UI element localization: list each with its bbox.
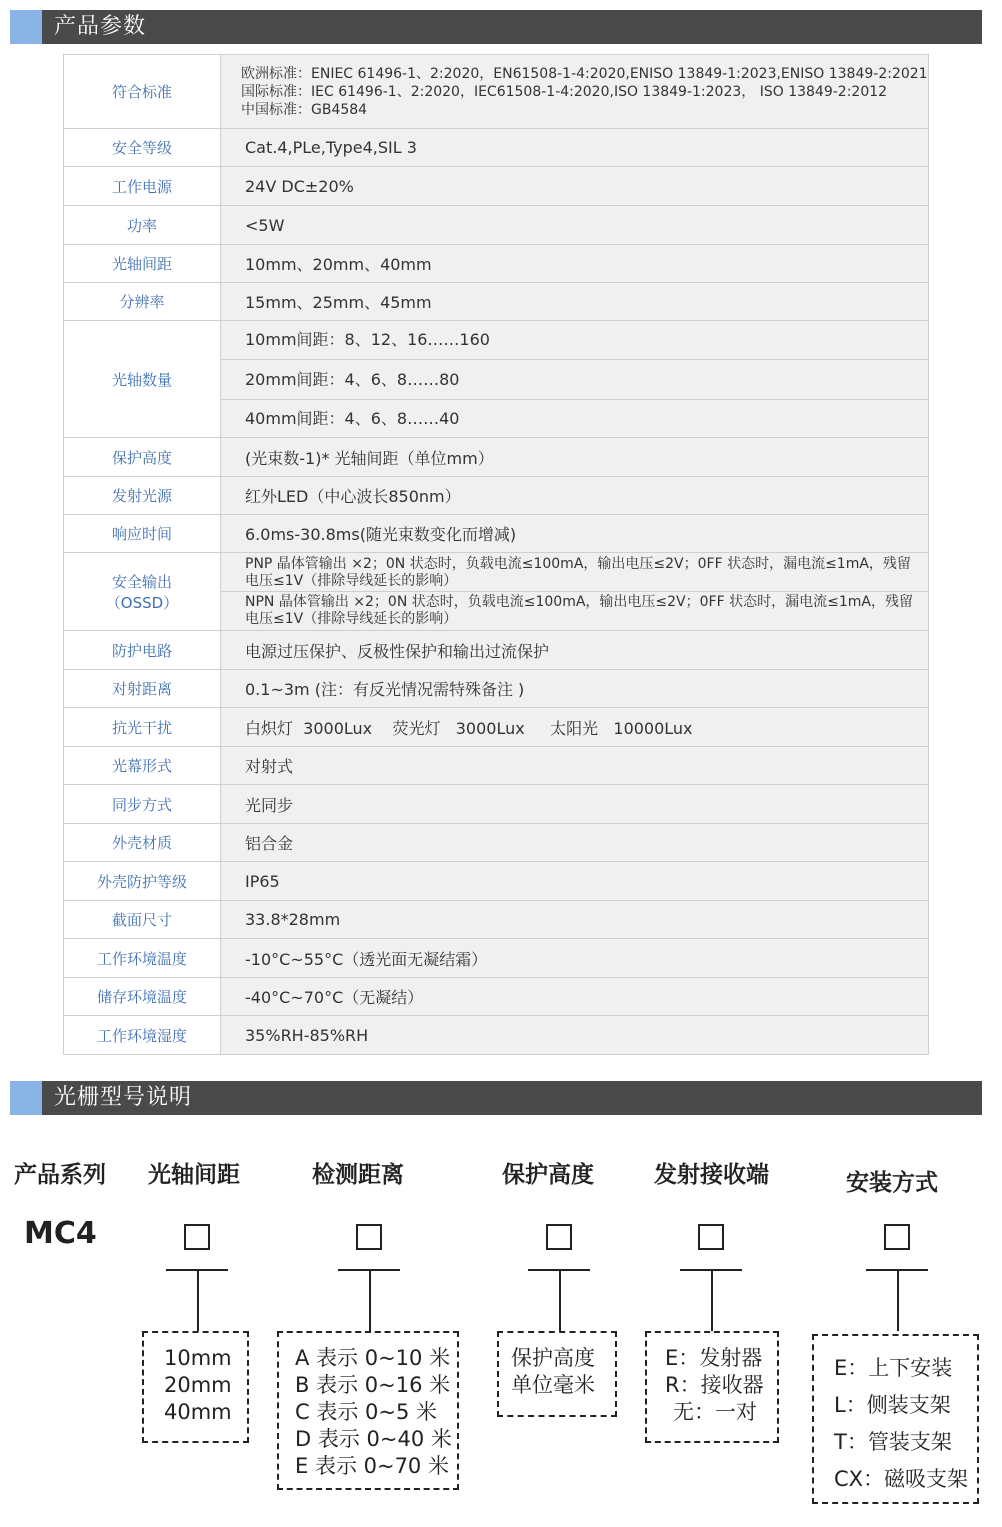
spec-value: -10°C~55°C（透光面无凝结霜） [221, 939, 929, 978]
spec-value: 35%RH-85%RH [221, 1016, 929, 1055]
spec-table [63, 54, 929, 1055]
option-text: A 表示 0~10 米 [295, 1346, 451, 1370]
option-text: 保护高度 [511, 1346, 595, 1370]
spec-value: (光束数-1)* 光轴间距（单位mm） [221, 438, 929, 477]
table-row [64, 708, 929, 747]
table-row [64, 1016, 929, 1055]
pitch-options [142, 1331, 249, 1443]
distance-heading: 检测距离 [312, 1162, 404, 1188]
distance-placeholder-box [356, 1224, 382, 1250]
table-row [64, 515, 929, 553]
spec-label: 工作环境湿度 [64, 1016, 221, 1055]
spec-label: 发射光源 [64, 477, 221, 515]
beam-count-10mm: 10mm间距：8、12、16……160 [221, 321, 928, 360]
spec-label-ossd [64, 553, 221, 631]
spec-value: 6.0ms-30.8ms(随光束数变化而增减) [221, 515, 929, 553]
mount-options [812, 1334, 979, 1504]
table-row [64, 206, 929, 245]
option-text: B 表示 0~16 米 [295, 1373, 451, 1397]
table-row [64, 901, 929, 939]
spec-value: 0.1~3m (注：有反光情况需特殊备注 ) [221, 670, 929, 708]
section-accent [10, 10, 42, 44]
option-text: D 表示 0~40 米 [295, 1427, 452, 1451]
end-heading: 发射接收端 [654, 1162, 769, 1188]
mount-heading: 安装方式 [846, 1170, 938, 1196]
spec-label: 分辨率 [64, 283, 221, 321]
standard-intl: 国际标准：IEC 61496-1、2:2020，IEC61508-1-4:2020,ISO 13849-1:2023， ISO 13849-2:2012 [241, 83, 888, 100]
section-title: 产品参数 [54, 14, 147, 39]
option-text: L：侧装支架 [834, 1393, 951, 1417]
spec-value: 对射式 [221, 747, 929, 785]
height-placeholder-box [546, 1224, 572, 1250]
connector-vline [369, 1269, 371, 1331]
spec-label: 同步方式 [64, 785, 221, 824]
spec-value [221, 321, 929, 438]
table-row [64, 245, 929, 283]
distance-options [277, 1331, 459, 1490]
table-row [64, 477, 929, 515]
option-text: C 表示 0~5 米 [295, 1400, 438, 1424]
spec-value: 铝合金 [221, 824, 929, 862]
connector-vline [197, 1269, 199, 1331]
spec-label: 光幕形式 [64, 747, 221, 785]
spec-label: 光轴数量 [64, 321, 221, 438]
end-options [645, 1331, 779, 1443]
option-text: 无：一对 [673, 1400, 757, 1424]
beam-count-40mm: 40mm间距：4、6、8……40 [245, 409, 460, 428]
table-row [64, 785, 929, 824]
option-text: 20mm [164, 1373, 232, 1397]
mount-placeholder-box [884, 1224, 910, 1250]
option-text: 10mm [164, 1346, 232, 1370]
end-placeholder-box [698, 1224, 724, 1250]
spec-value: 白炽灯 3000Lux 荧光灯 3000Lux 太阳光 10000Lux [221, 708, 929, 747]
table-row [64, 939, 929, 978]
ossd-label-line1: 安全输出 [111, 572, 172, 591]
spec-label: 工作电源 [64, 167, 221, 206]
spec-label: 安全等级 [64, 129, 221, 167]
spec-label: 对射距离 [64, 670, 221, 708]
table-row [64, 670, 929, 708]
spec-value: 24V DC±20% [221, 167, 929, 206]
spec-value: 红外LED（中心波长850nm） [221, 477, 929, 515]
spec-label: 外壳防护等级 [64, 862, 221, 901]
section-accent [10, 1081, 42, 1115]
table-row [64, 824, 929, 862]
spec-label: 防护电路 [64, 631, 221, 670]
spec-value [221, 553, 929, 631]
ossd-pnp: PNP 晶体管输出 ×2；0N 状态时，负载电流≤100mA，输出电压≤2V；0FF 状态时，漏电流≤1mA，残留电压≤1V（排除导线延长的影响） [221, 554, 928, 592]
pitch-heading: 光轴间距 [148, 1162, 240, 1188]
spec-label: 抗光干扰 [64, 708, 221, 747]
spec-label: 光轴间距 [64, 245, 221, 283]
spec-label: 外壳材质 [64, 824, 221, 862]
spec-label: 截面尺寸 [64, 901, 221, 939]
option-text: E：上下安装 [834, 1356, 953, 1380]
table-row [64, 167, 929, 206]
spec-value: 15mm、25mm、45mm [221, 283, 929, 321]
table-row [64, 283, 929, 321]
model-code-diagram [0, 1140, 1002, 1520]
option-text: E：发射器 [665, 1346, 763, 1370]
table-row [64, 862, 929, 901]
spec-value [221, 55, 929, 129]
spec-value: Cat.4,PLe,Type4,SIL 3 [221, 129, 929, 167]
option-text: 单位毫米 [511, 1373, 595, 1397]
series-heading: 产品系列 [14, 1162, 106, 1188]
section-title: 光栅型号说明 [54, 1085, 193, 1110]
connector-vline [559, 1269, 561, 1331]
option-text: T：管装支架 [834, 1430, 952, 1454]
spec-label: 响应时间 [64, 515, 221, 553]
spec-value: IP65 [221, 862, 929, 901]
height-heading: 保护高度 [502, 1162, 594, 1188]
option-text: E 表示 0~70 米 [295, 1454, 449, 1478]
table-row [64, 553, 929, 631]
series-value: MC4 [24, 1216, 97, 1251]
spec-label: 保护高度 [64, 438, 221, 477]
spec-value: 33.8*28mm [221, 901, 929, 939]
section-header-model [10, 1081, 982, 1115]
spec-value: 电源过压保护、反极性保护和输出过流保护 [221, 631, 929, 670]
spec-value: 光同步 [221, 785, 929, 824]
pitch-placeholder-box [184, 1224, 210, 1250]
spec-label: 储存环境温度 [64, 978, 221, 1016]
height-options [497, 1331, 617, 1417]
spec-label: 符合标准 [64, 55, 221, 129]
option-text: 40mm [164, 1400, 232, 1424]
table-row [64, 631, 929, 670]
standard-eu: 欧洲标准：ENIEC 61496-1、2:2020，EN61508-1-4:2020,ENISO 13849-1:2023,ENISO 13849-2:2021 [241, 65, 928, 82]
table-row [64, 978, 929, 1016]
spec-value: <5W [221, 206, 929, 245]
connector-vline [711, 1269, 713, 1331]
table-row [64, 747, 929, 785]
connector-vline [897, 1269, 899, 1331]
beam-count-20mm: 20mm间距：4、6、8……80 [221, 360, 928, 400]
table-row [64, 55, 929, 129]
table-row [64, 129, 929, 167]
spec-label: 工作环境温度 [64, 939, 221, 978]
section-header-specs [10, 10, 982, 44]
table-row [64, 438, 929, 477]
option-text: R：接收器 [665, 1373, 764, 1397]
table-row [64, 321, 929, 438]
spec-label: 功率 [64, 206, 221, 245]
spec-value: 10mm、20mm、40mm [221, 245, 929, 283]
ossd-npn: NPN 晶体管输出 ×2；0N 状态时，负载电流≤100mA，输出电压≤2V；0FF 状态时，漏电流≤1mA，残留电压≤1V（排除导线延长的影响） [245, 594, 913, 627]
standard-cn: 中国标准：GB4584 [241, 101, 368, 118]
spec-value: -40°C~70°C（无凝结） [221, 978, 929, 1016]
option-text: CX：磁吸支架 [834, 1467, 969, 1491]
ossd-label-line2: （OSSD） [105, 593, 179, 612]
